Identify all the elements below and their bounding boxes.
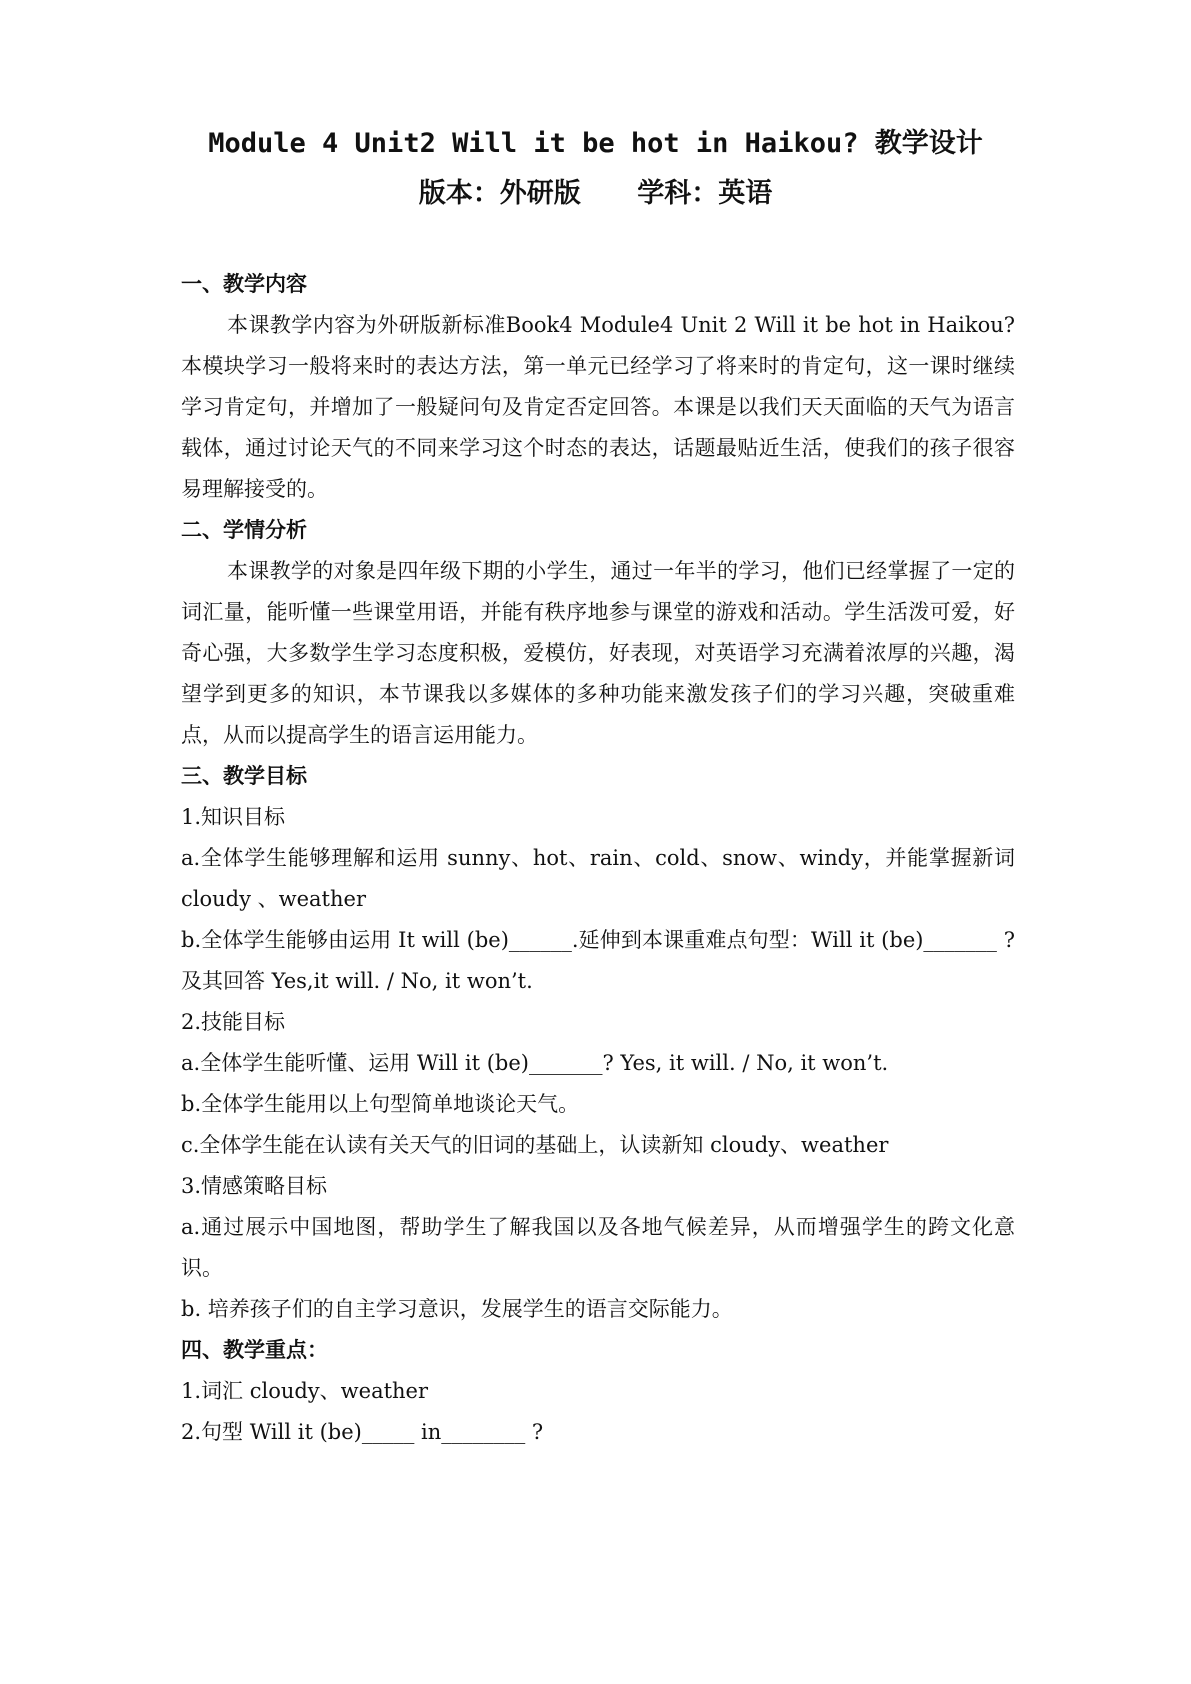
affective-goal-b: b. 培养孩子们的自主学习意识，发展学生的语言交际能力。 [181,1297,733,1321]
knowledge-goal-b: b.全体学生能够由运用 It will (be)______.延伸到本课重难点句型：Will it (be)_______ ?及其回答 Yes,it will. / No, it won’t. [181,928,1015,993]
subheading-affective-goals: 3.情感策略目标 [181,1174,328,1198]
skill-goal-c: c.全体学生能在认读有关天气的旧词的基础上，认读新知 cloudy、weather [181,1133,889,1157]
skill-goal-b: b.全体学生能用以上句型简单地谈论天气。 [181,1092,580,1116]
document-subtitle: 版本：外研版 学科：英语 [418,178,773,209]
skill-goal-a: a.全体学生能听懂、运用 Will it (be)_______? Yes, it will. / No, it won’t. [181,1051,889,1075]
affective-goal-a: a.通过展示中国地图，帮助学生了解我国以及各地气候差异，从而增强学生的跨文化意识。 [181,1215,1015,1280]
paragraph-student-analysis: 本课教学的对象是四年级下期的小学生，通过一年半的学习，他们已经掌握了一定的词汇量，能听懂一些课堂用语，并能有秩序地参与课堂的游戏和活动。学生活泼可爱，好奇心强，大多数学生学习态度积极，爱模仿，好表现，对英语学习充满着浓厚的兴趣，渴望学到更多的知识，本节课我以多媒体的多种功能来激发孩子们的学习兴趣，突破重难点，从而以提高学生的语言运用能力。 [181,559,1015,747]
document-title: Module 4 Unit2 Will it be hot in Haikou? 教学设计 [208,128,983,159]
section-heading-key-points: 四、教学重点： [181,1338,328,1362]
section-heading-teaching-content: 一、教学内容 [181,272,307,296]
key-point-1: 1.词汇 cloudy、weather [181,1379,429,1403]
section-heading-teaching-goals: 三、教学目标 [181,764,307,788]
knowledge-goal-a: a.全体学生能够理解和运用 sunny、hot、rain、cold、snow、windy，并能掌握新词 cloudy 、weather [181,846,1015,911]
section-heading-student-analysis: 二、学情分析 [181,518,307,542]
document-body [181,264,1015,1453]
paragraph-teaching-content: 本课教学内容为外研版新标准Book4 Module4 Unit 2 Will it be hot in Haikou? 本模块学习一般将来时的表达方法，第一单元已经学习了将来时的肯定句，这一课时继续学习肯定句，并增加了一般疑问句及肯定否定回答。本课是以我们天天面临的天气为语言载体，通过讨论天气的不同来学习这个时态的表达，话题最贴近生活，使我们的孩子很容易理解接受的。 [181,313,1015,501]
subheading-knowledge-goals: 1.知识目标 [181,805,286,829]
key-point-2: 2.句型 Will it (be)_____ in________ ? [181,1420,544,1444]
subheading-skill-goals: 2.技能目标 [181,1010,286,1034]
